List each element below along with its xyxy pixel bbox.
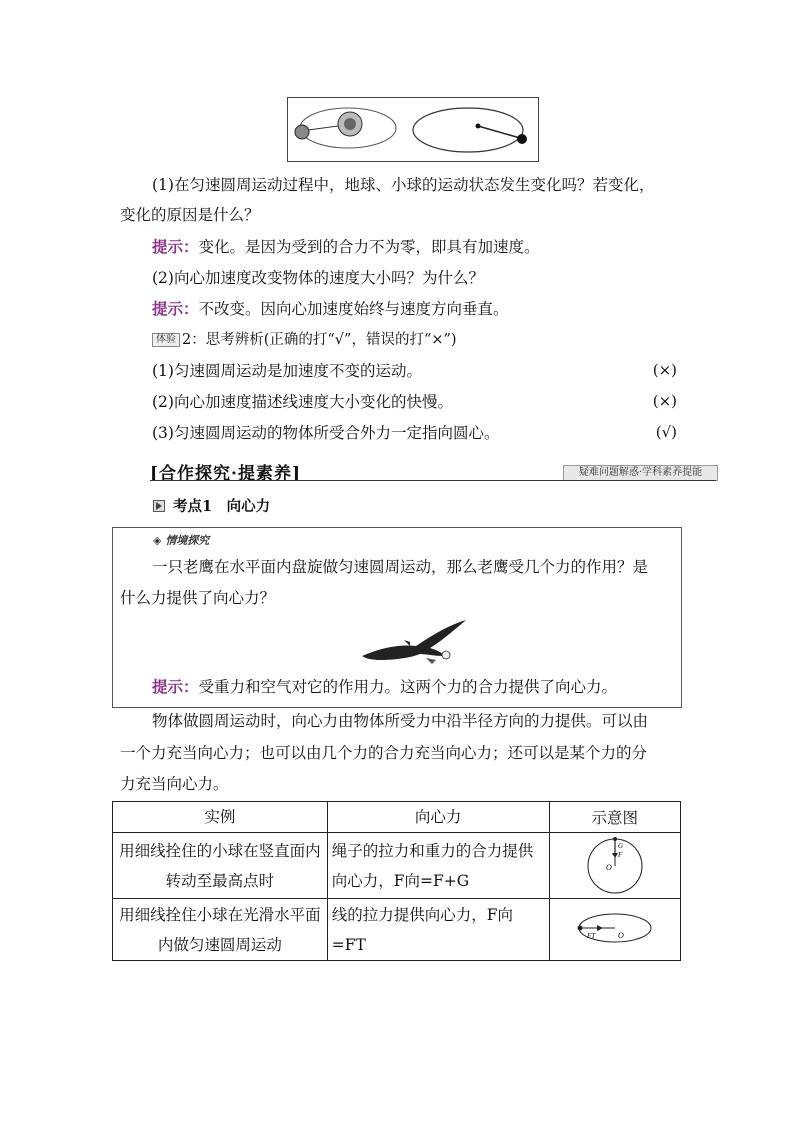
- table-cell-force: 线的拉力提供向心力，F向=FT: [327, 899, 549, 961]
- table-cell-diagram: [549, 899, 680, 961]
- judge-mark-1: (×): [652, 361, 677, 379]
- center-label: O: [617, 930, 624, 940]
- tension-label: FT: [586, 931, 595, 940]
- hint-label: 提示：: [152, 299, 199, 318]
- table-cell-force: 绳子的拉力和重力的合力提供向心力，F向=F+G: [327, 833, 549, 899]
- key-point-heading: [153, 497, 270, 517]
- answer-1: [152, 237, 540, 257]
- question-2: (2)向心加速度改变物体的速度大小吗？为什么？: [152, 269, 484, 287]
- table-cell-example: 用细线拴住的小球在竖直面内转动至最高点时: [113, 833, 328, 899]
- centripetal-force-table: [112, 801, 681, 961]
- table-row: [113, 899, 681, 961]
- judge-mark-3: (√): [655, 423, 677, 441]
- table-cell-example: 用细线拴住小球在光滑水平面内做匀速圆周运动: [113, 899, 328, 961]
- scenario-line-1: 一只老鹰在水平面内盘旋做匀速圆周运动，那么老鹰受几个力的作用？是: [152, 558, 649, 576]
- key-point-title: 考点1 向心力: [173, 498, 271, 515]
- section-title: [合作探究·提素养]: [150, 464, 302, 484]
- judge-mark-2: (×): [652, 392, 677, 410]
- table-header-row: [113, 802, 681, 833]
- tension-label: F: [617, 850, 623, 859]
- table-header-example: 实例: [113, 802, 328, 833]
- eagle-image: [360, 618, 468, 670]
- question-1-line-2: 变化的原因是什么？: [120, 206, 260, 224]
- scenario-line-2: 什么力提供了向心力？: [120, 589, 276, 607]
- section-tag: 疑难问题解惑·学科素养提能: [563, 465, 718, 481]
- paragraph-line-1: 物体做圆周运动时，向心力由物体所受力中沿半径方向的力提供。可以由: [152, 712, 649, 730]
- scenario-answer: [152, 677, 617, 697]
- judge-item-3: (3)匀速圆周运动的物体所受合外力一定指向圆心。: [152, 424, 500, 442]
- scenario-tag: [153, 532, 209, 548]
- horizontal-circle-diagram: [575, 910, 655, 946]
- eagle-illustration: [360, 618, 468, 666]
- gravity-label: G: [617, 841, 623, 850]
- table-header-force: 向心力: [327, 802, 549, 833]
- eye-icon: ◈: [153, 534, 162, 547]
- answer-1-text: 变化。是因为受到的合力不为零，即具有加速度。: [198, 238, 540, 256]
- earth-ball-orbit-illustration: [288, 98, 538, 161]
- top-figure: [287, 97, 539, 162]
- center-label: O: [605, 862, 612, 872]
- paragraph-line-3: 力充当向心力。: [120, 775, 229, 793]
- experience-2-heading: [152, 330, 457, 350]
- question-1-line-1: (1)在匀速圆周运动过程中，地球、小球的运动状态发生变化吗？若变化，: [152, 176, 655, 194]
- table-row: [113, 833, 681, 899]
- experience-badge: 体验: [152, 333, 180, 347]
- vertical-circle-diagram: [580, 834, 650, 894]
- section-divider: [150, 480, 716, 481]
- table-cell-diagram: [549, 833, 680, 899]
- experience-title: 2：思考辨析(正确的打“√”，错误的打“×”): [182, 332, 457, 348]
- paragraph-line-2: 一个力充当向心力；也可以由几个力的合力充当向心力；还可以是某个力的分: [120, 744, 648, 762]
- answer-2-text: 不改变。因向心加速度始终与速度方向垂直。: [198, 300, 509, 318]
- table-header-diagram: 示意图: [549, 802, 680, 833]
- answer-2: [152, 299, 509, 319]
- scenario-tag-label: 情境探究: [165, 534, 210, 547]
- hint-label: 提示：: [152, 237, 199, 256]
- judge-item-2: (2)向心加速度描述线速度大小变化的快慢。: [152, 393, 453, 411]
- hint-label: 提示：: [152, 677, 199, 696]
- judge-item-1: (1)匀速圆周运动是加速度不变的运动。: [152, 362, 422, 380]
- scenario-answer-text: 受重力和空气对它的作用力。这两个力的合力提供了向心力。: [198, 678, 618, 696]
- play-triangle-icon: [153, 500, 165, 512]
